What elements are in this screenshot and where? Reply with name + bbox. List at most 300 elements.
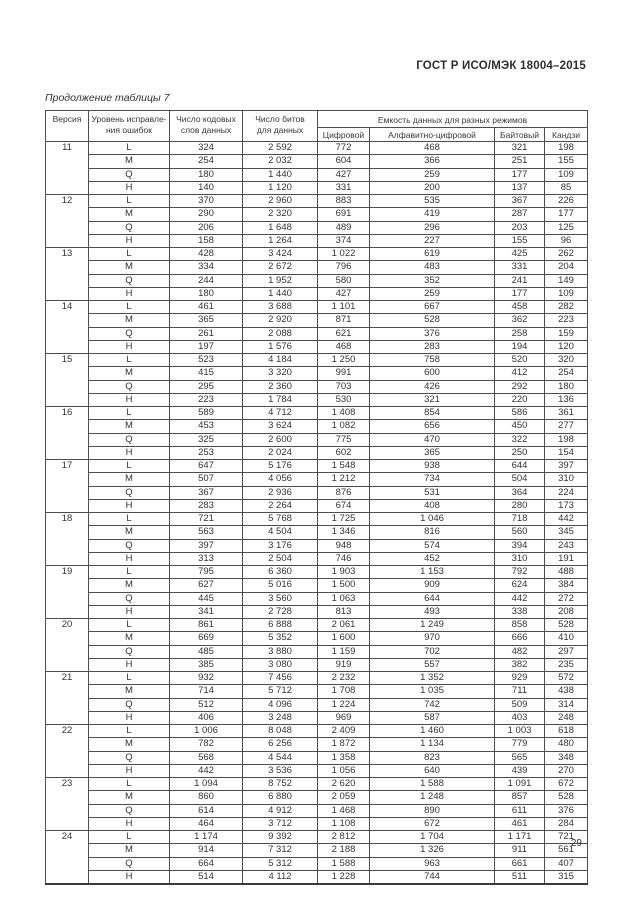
numeric-cell: 1 224 — [318, 698, 370, 711]
alphanumeric-cell: 574 — [370, 539, 495, 552]
ec-level-cell: Q — [89, 857, 170, 870]
ec-level-cell: L — [89, 778, 170, 791]
numeric-cell: 1 708 — [318, 685, 370, 698]
numeric-cell: 871 — [318, 314, 370, 327]
ec-level-cell: Q — [89, 804, 170, 817]
numeric-cell: 1 725 — [318, 513, 370, 526]
numeric-cell: 703 — [318, 380, 370, 393]
table-row — [46, 857, 588, 870]
kanji-cell: 348 — [545, 751, 588, 764]
codewords-cell: 370 — [170, 195, 243, 208]
table-row — [46, 632, 588, 645]
bits-cell: 8 048 — [243, 725, 318, 738]
ec-level-cell: M — [89, 791, 170, 804]
table-row — [46, 340, 588, 353]
codewords-cell: 445 — [170, 592, 243, 605]
alphanumeric-cell: 1 704 — [370, 831, 495, 844]
codewords-cell: 464 — [170, 817, 243, 830]
bits-cell: 3 624 — [243, 420, 318, 433]
byte-cell: 911 — [495, 844, 545, 857]
col-header-capacity-group: Емкость данных для разных режимов — [318, 111, 588, 128]
numeric-cell: 746 — [318, 552, 370, 565]
kanji-cell: 721 — [545, 831, 588, 844]
bits-cell: 2 960 — [243, 195, 318, 208]
table-row — [46, 433, 588, 446]
byte-cell: 338 — [495, 605, 545, 618]
alphanumeric-cell: 1 326 — [370, 844, 495, 857]
byte-cell: 857 — [495, 791, 545, 804]
alphanumeric-cell: 742 — [370, 698, 495, 711]
alphanumeric-cell: 909 — [370, 579, 495, 592]
codewords-cell: 180 — [170, 287, 243, 300]
bits-cell: 2 504 — [243, 552, 318, 565]
table-row — [46, 831, 588, 844]
table-row — [46, 142, 588, 155]
codewords-cell: 290 — [170, 208, 243, 221]
bits-cell: 3 712 — [243, 817, 318, 830]
table-row — [46, 181, 588, 194]
byte-cell: 382 — [495, 658, 545, 671]
byte-cell: 251 — [495, 155, 545, 168]
bits-cell: 3 688 — [243, 301, 318, 314]
ec-level-cell: Q — [89, 221, 170, 234]
bits-cell: 3 080 — [243, 658, 318, 671]
byte-cell: 1 003 — [495, 725, 545, 738]
ec-level-cell: Q — [89, 433, 170, 446]
kanji-cell: 320 — [545, 354, 588, 367]
ec-level-cell: H — [89, 446, 170, 459]
byte-cell: 624 — [495, 579, 545, 592]
kanji-cell: 528 — [545, 619, 588, 632]
table-row — [46, 526, 588, 539]
alphanumeric-cell: 365 — [370, 446, 495, 459]
alphanumeric-cell: 854 — [370, 407, 495, 420]
bits-cell: 1 120 — [243, 181, 318, 194]
ec-level-cell: M — [89, 314, 170, 327]
bits-cell: 4 504 — [243, 526, 318, 539]
codewords-cell: 261 — [170, 327, 243, 340]
alphanumeric-cell: 321 — [370, 393, 495, 406]
numeric-cell: 1 063 — [318, 592, 370, 605]
ec-level-cell: L — [89, 831, 170, 844]
codewords-cell: 514 — [170, 870, 243, 884]
bits-cell: 2 672 — [243, 261, 318, 274]
table-row — [46, 605, 588, 618]
alphanumeric-cell: 419 — [370, 208, 495, 221]
codewords-cell: 325 — [170, 433, 243, 446]
kanji-cell: 243 — [545, 539, 588, 552]
kanji-cell: 120 — [545, 340, 588, 353]
alphanumeric-cell: 816 — [370, 526, 495, 539]
codewords-cell: 627 — [170, 579, 243, 592]
codewords-cell: 669 — [170, 632, 243, 645]
col-header-bits — [243, 111, 318, 142]
numeric-cell: 1 159 — [318, 645, 370, 658]
kanji-cell: 155 — [545, 155, 588, 168]
numeric-cell: 1 346 — [318, 526, 370, 539]
col-header-ec-level — [89, 111, 170, 142]
alphanumeric-cell: 557 — [370, 658, 495, 671]
numeric-cell: 1 468 — [318, 804, 370, 817]
bits-cell: 2 320 — [243, 208, 318, 221]
byte-cell: 482 — [495, 645, 545, 658]
version-cell: 24 — [46, 831, 89, 885]
codewords-cell: 1 174 — [170, 831, 243, 844]
version-cell: 17 — [46, 460, 89, 513]
table-row — [46, 658, 588, 671]
kanji-cell: 226 — [545, 195, 588, 208]
table-body — [46, 142, 588, 885]
kanji-cell: 177 — [545, 208, 588, 221]
numeric-cell: 489 — [318, 221, 370, 234]
numeric-cell: 876 — [318, 486, 370, 499]
version-cell: 12 — [46, 195, 89, 248]
ec-level-cell: H — [89, 711, 170, 724]
alphanumeric-cell: 1 352 — [370, 672, 495, 685]
version-cell: 14 — [46, 301, 89, 354]
bits-cell: 5 352 — [243, 632, 318, 645]
codewords-cell: 568 — [170, 751, 243, 764]
table-row — [46, 725, 588, 738]
version-cell: 15 — [46, 354, 89, 407]
col-header-codewords-line2: слов данных — [180, 124, 232, 135]
kanji-cell: 528 — [545, 791, 588, 804]
codewords-cell: 313 — [170, 552, 243, 565]
numeric-cell: 1 250 — [318, 354, 370, 367]
alphanumeric-cell: 1 248 — [370, 791, 495, 804]
bits-cell: 3 424 — [243, 248, 318, 261]
numeric-cell: 530 — [318, 393, 370, 406]
byte-cell: 511 — [495, 870, 545, 884]
numeric-cell: 883 — [318, 195, 370, 208]
numeric-cell: 948 — [318, 539, 370, 552]
byte-cell: 137 — [495, 181, 545, 194]
codewords-cell: 714 — [170, 685, 243, 698]
ec-level-cell: H — [89, 287, 170, 300]
table-row — [46, 393, 588, 406]
numeric-cell: 2 061 — [318, 619, 370, 632]
bits-cell: 5 768 — [243, 513, 318, 526]
codewords-cell: 647 — [170, 460, 243, 473]
ec-level-cell: L — [89, 407, 170, 420]
byte-cell: 450 — [495, 420, 545, 433]
codewords-cell: 442 — [170, 764, 243, 777]
numeric-cell: 2 409 — [318, 725, 370, 738]
ec-level-cell: L — [89, 460, 170, 473]
table-row — [46, 672, 588, 685]
alphanumeric-cell: 656 — [370, 420, 495, 433]
byte-cell: 331 — [495, 261, 545, 274]
col-header-ec-level-line1: Уровень исправле- — [91, 114, 167, 124]
codewords-cell: 523 — [170, 354, 243, 367]
bits-cell: 5 016 — [243, 579, 318, 592]
byte-cell: 509 — [495, 698, 545, 711]
byte-cell: 280 — [495, 499, 545, 512]
table-row — [46, 751, 588, 764]
numeric-cell: 1 108 — [318, 817, 370, 830]
numeric-cell: 1 056 — [318, 764, 370, 777]
ec-level-cell: M — [89, 526, 170, 539]
ec-level-cell: Q — [89, 274, 170, 287]
table-row — [46, 645, 588, 658]
byte-cell: 929 — [495, 672, 545, 685]
bits-cell: 3 320 — [243, 367, 318, 380]
table-row — [46, 698, 588, 711]
numeric-cell: 1 408 — [318, 407, 370, 420]
kanji-cell: 109 — [545, 168, 588, 181]
bits-cell: 2 600 — [243, 433, 318, 446]
table-row — [46, 248, 588, 261]
byte-cell: 364 — [495, 486, 545, 499]
codewords-cell: 140 — [170, 181, 243, 194]
table-row — [46, 327, 588, 340]
version-cell: 21 — [46, 672, 89, 725]
alphanumeric-cell: 426 — [370, 380, 495, 393]
alphanumeric-cell: 1 035 — [370, 685, 495, 698]
codewords-cell: 244 — [170, 274, 243, 287]
codewords-cell: 589 — [170, 407, 243, 420]
ec-level-cell: Q — [89, 327, 170, 340]
kanji-cell: 85 — [545, 181, 588, 194]
codewords-cell: 254 — [170, 155, 243, 168]
table-row — [46, 234, 588, 247]
bits-cell: 1 264 — [243, 234, 318, 247]
table-row — [46, 870, 588, 884]
col-header-kanji: Кандзи — [545, 128, 588, 142]
ec-level-cell: M — [89, 261, 170, 274]
numeric-cell: 775 — [318, 433, 370, 446]
ec-level-cell: H — [89, 181, 170, 194]
ec-level-cell: H — [89, 552, 170, 565]
numeric-cell: 1 600 — [318, 632, 370, 645]
codewords-cell: 932 — [170, 672, 243, 685]
bits-cell: 2 936 — [243, 486, 318, 499]
byte-cell: 1 171 — [495, 831, 545, 844]
table-row — [46, 486, 588, 499]
alphanumeric-cell: 468 — [370, 142, 495, 155]
codewords-cell: 385 — [170, 658, 243, 671]
table-row — [46, 221, 588, 234]
ec-level-cell: Q — [89, 539, 170, 552]
ec-level-cell: M — [89, 420, 170, 433]
numeric-cell: 991 — [318, 367, 370, 380]
byte-cell: 458 — [495, 301, 545, 314]
table-row — [46, 764, 588, 777]
codewords-cell: 206 — [170, 221, 243, 234]
byte-cell: 666 — [495, 632, 545, 645]
ec-level-cell: L — [89, 513, 170, 526]
kanji-cell: 284 — [545, 817, 588, 830]
numeric-cell: 1 588 — [318, 857, 370, 870]
table-row — [46, 301, 588, 314]
kanji-cell: 109 — [545, 287, 588, 300]
bits-cell: 2 032 — [243, 155, 318, 168]
numeric-cell: 1 548 — [318, 460, 370, 473]
bits-cell: 4 544 — [243, 751, 318, 764]
kanji-cell: 198 — [545, 433, 588, 446]
bits-cell: 3 880 — [243, 645, 318, 658]
ec-level-cell: M — [89, 367, 170, 380]
kanji-cell: 376 — [545, 804, 588, 817]
byte-cell: 220 — [495, 393, 545, 406]
table-row — [46, 208, 588, 221]
table-row — [46, 420, 588, 433]
alphanumeric-cell: 296 — [370, 221, 495, 234]
ec-level-cell: Q — [89, 486, 170, 499]
ec-level-cell: Q — [89, 698, 170, 711]
numeric-cell: 2 059 — [318, 791, 370, 804]
ec-level-cell: H — [89, 658, 170, 671]
kanji-cell: 397 — [545, 460, 588, 473]
numeric-cell: 1 872 — [318, 738, 370, 751]
alphanumeric-cell: 823 — [370, 751, 495, 764]
numeric-cell: 2 620 — [318, 778, 370, 791]
byte-cell: 177 — [495, 168, 545, 181]
kanji-cell: 154 — [545, 446, 588, 459]
byte-cell: 661 — [495, 857, 545, 870]
ec-level-cell: M — [89, 208, 170, 221]
codewords-cell: 563 — [170, 526, 243, 539]
byte-cell: 287 — [495, 208, 545, 221]
bits-cell: 1 440 — [243, 168, 318, 181]
numeric-cell: 374 — [318, 234, 370, 247]
alphanumeric-cell: 470 — [370, 433, 495, 446]
byte-cell: 177 — [495, 287, 545, 300]
bits-cell: 2 920 — [243, 314, 318, 327]
bits-cell: 4 184 — [243, 354, 318, 367]
kanji-cell: 208 — [545, 605, 588, 618]
codewords-cell: 614 — [170, 804, 243, 817]
codewords-cell: 197 — [170, 340, 243, 353]
bits-cell: 1 576 — [243, 340, 318, 353]
table-row — [46, 804, 588, 817]
ec-level-cell: M — [89, 685, 170, 698]
kanji-cell: 235 — [545, 658, 588, 671]
ec-level-cell: Q — [89, 751, 170, 764]
ec-level-cell: H — [89, 340, 170, 353]
byte-cell: 394 — [495, 539, 545, 552]
codewords-cell: 1 094 — [170, 778, 243, 791]
codewords-cell: 158 — [170, 234, 243, 247]
byte-cell: 362 — [495, 314, 545, 327]
codewords-cell: 324 — [170, 142, 243, 155]
codewords-cell: 914 — [170, 844, 243, 857]
table-row — [46, 354, 588, 367]
alphanumeric-cell: 200 — [370, 181, 495, 194]
table-row — [46, 473, 588, 486]
kanji-cell: 442 — [545, 513, 588, 526]
ec-level-cell: H — [89, 605, 170, 618]
table-row — [46, 168, 588, 181]
table-row — [46, 552, 588, 565]
alphanumeric-cell: 227 — [370, 234, 495, 247]
codewords-cell: 406 — [170, 711, 243, 724]
numeric-cell: 1 212 — [318, 473, 370, 486]
byte-cell: 292 — [495, 380, 545, 393]
codewords-cell: 1 006 — [170, 725, 243, 738]
bits-cell: 3 248 — [243, 711, 318, 724]
alphanumeric-cell: 1 134 — [370, 738, 495, 751]
alphanumeric-cell: 758 — [370, 354, 495, 367]
alphanumeric-cell: 587 — [370, 711, 495, 724]
byte-cell: 250 — [495, 446, 545, 459]
ec-level-cell: H — [89, 817, 170, 830]
table-caption: Продолжение таблицы 7 — [45, 92, 170, 104]
bits-cell: 4 096 — [243, 698, 318, 711]
byte-cell: 711 — [495, 685, 545, 698]
alphanumeric-cell: 619 — [370, 248, 495, 261]
table-row — [46, 380, 588, 393]
ec-level-cell: M — [89, 473, 170, 486]
numeric-cell: 969 — [318, 711, 370, 724]
ec-level-cell: Q — [89, 645, 170, 658]
kanji-cell: 561 — [545, 844, 588, 857]
alphanumeric-cell: 734 — [370, 473, 495, 486]
ec-level-cell: Q — [89, 168, 170, 181]
bits-cell: 5 176 — [243, 460, 318, 473]
table-row — [46, 155, 588, 168]
ec-level-cell: M — [89, 738, 170, 751]
alphanumeric-cell: 1 460 — [370, 725, 495, 738]
ec-level-cell: L — [89, 619, 170, 632]
ec-level-cell: L — [89, 566, 170, 579]
codewords-cell: 795 — [170, 566, 243, 579]
alphanumeric-cell: 259 — [370, 168, 495, 181]
numeric-cell: 919 — [318, 658, 370, 671]
bits-cell: 5 712 — [243, 685, 318, 698]
kanji-cell: 149 — [545, 274, 588, 287]
table-row — [46, 460, 588, 473]
table-row — [46, 274, 588, 287]
numeric-cell: 796 — [318, 261, 370, 274]
bits-cell: 4 712 — [243, 407, 318, 420]
alphanumeric-cell: 283 — [370, 340, 495, 353]
alphanumeric-cell: 408 — [370, 499, 495, 512]
kanji-cell: 315 — [545, 870, 588, 884]
bits-cell: 6 360 — [243, 566, 318, 579]
bits-cell: 3 536 — [243, 764, 318, 777]
table-row — [46, 539, 588, 552]
byte-cell: 194 — [495, 340, 545, 353]
col-header-version — [46, 111, 89, 142]
version-cell: 23 — [46, 778, 89, 831]
alphanumeric-cell: 744 — [370, 870, 495, 884]
kanji-cell: 297 — [545, 645, 588, 658]
kanji-cell: 345 — [545, 526, 588, 539]
numeric-cell: 604 — [318, 155, 370, 168]
bits-cell: 9 392 — [243, 831, 318, 844]
byte-cell: 1 091 — [495, 778, 545, 791]
byte-cell: 321 — [495, 142, 545, 155]
table-row — [46, 261, 588, 274]
col-header-codewords — [170, 111, 243, 142]
alphanumeric-cell: 672 — [370, 817, 495, 830]
numeric-cell: 1 082 — [318, 420, 370, 433]
numeric-cell: 691 — [318, 208, 370, 221]
alphanumeric-cell: 1 153 — [370, 566, 495, 579]
col-header-byte: Байтовый — [495, 128, 545, 142]
bits-cell: 3 176 — [243, 539, 318, 552]
kanji-cell: 438 — [545, 685, 588, 698]
table-row — [46, 579, 588, 592]
table-row — [46, 407, 588, 420]
codewords-cell: 461 — [170, 301, 243, 314]
ec-level-cell: L — [89, 354, 170, 367]
table-row — [46, 817, 588, 830]
byte-cell: 520 — [495, 354, 545, 367]
ec-level-cell: Q — [89, 380, 170, 393]
numeric-cell: 1 101 — [318, 301, 370, 314]
